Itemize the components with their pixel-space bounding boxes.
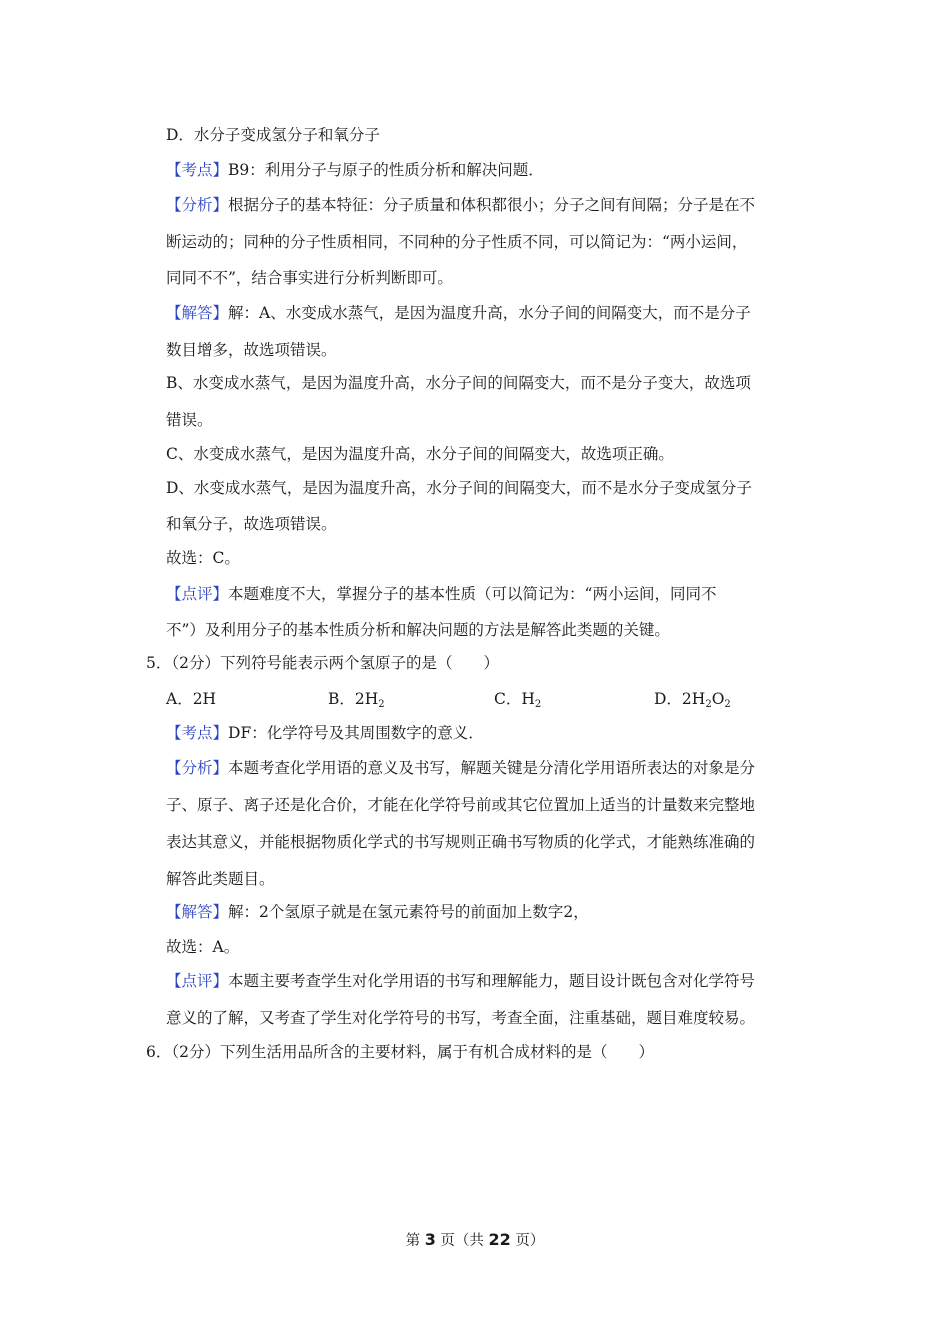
explanation-d: D、水变成水蒸气，是因为温度升高，水分子间的间隔变大，而不是水分子变成氢分子 [166, 479, 752, 497]
dianping-tag: 【点评】 [166, 585, 229, 603]
kaodian-text: DF：化学符号及其周围数字的意义． [228, 724, 484, 742]
explanation-b: 错误。 [166, 411, 213, 429]
explanation-c: C、水变成水蒸气，是因为温度升高，水分子间的间隔变大，故选项正确。 [166, 445, 674, 463]
option-b-text: B．2H [328, 690, 379, 708]
question-5-stem: 5．（2分）下列符号能表示两个氢原子的是（ ） [146, 654, 499, 672]
dianping-line: 不”）及利用分子的基本性质分析和解决问题的方法是解答此类题的关键。 [166, 621, 670, 639]
kaodian-line [166, 723, 484, 743]
kaodian-tag: 【考点】 [166, 724, 229, 742]
kaodian-text: B9：利用分子与原子的性质分析和解决问题． [228, 161, 544, 179]
fenxi-line: 表达其意义，并能根据物质化学式的书写规则正确书写物质的化学式，才能熟练准确的 [166, 833, 756, 851]
footer-total-pages: 22 [488, 1230, 511, 1249]
question-6-stem: 6．（2分）下列生活用品所含的主要材料，属于有机合成材料的是（ ） [146, 1043, 654, 1061]
fenxi-text: 根据分子的基本特征：分子质量和体积都很小；分子之间有间隔；分子是在不 [228, 196, 756, 214]
fenxi-tag: 【分析】 [166, 759, 229, 777]
option-d-subscript: 2 [724, 699, 731, 710]
dianping-line [166, 971, 755, 991]
jieda-text: 解：2个氢原子就是在氢元素符号的前面加上数字2， [228, 903, 589, 921]
jieda-line [166, 902, 589, 922]
option-c [494, 689, 541, 709]
fenxi-tag: 【分析】 [166, 196, 229, 214]
kaodian-line [166, 160, 544, 180]
option-d: D．水分子变成氢分子和氧分子 [166, 126, 380, 144]
dianping-line: 意义的了解，又考查了学生对化学符号的书写，考查全面，注重基础，题目难度较易。 [166, 1009, 756, 1027]
jieda-line [166, 303, 751, 323]
dianping-text: 本题主要考查学生对化学用语的书写和理解能力，题目设计既包含对化学符号 [228, 972, 756, 990]
option-b [328, 689, 385, 709]
footer-text: 页） [510, 1233, 545, 1249]
option-b-subscript: 2 [378, 699, 385, 710]
fenxi-line: 解答此类题目。 [166, 870, 275, 888]
jieda-tag: 【解答】 [166, 903, 229, 921]
fenxi-line [166, 758, 755, 778]
jieda-tag: 【解答】 [166, 304, 229, 322]
dianping-tag: 【点评】 [166, 972, 229, 990]
dianping-line [166, 584, 716, 604]
explanation-d: 和氧分子，故选项错误。 [166, 515, 337, 533]
fenxi-line: 断运动的；同种的分子性质相同，不同种的分子性质不同，可以简记为：“两小运间， [166, 233, 748, 251]
fenxi-line: 子、原子、离子还是化合价，才能在化学符号前或其它位置加上适当的计量数来完整地 [166, 796, 756, 814]
option-d-subscript: 2 [705, 699, 712, 710]
jieda-line: 数目增多，故选项错误。 [166, 341, 337, 359]
fenxi-line: 同同不不”，结合事实进行分析判断即可。 [166, 269, 453, 287]
footer-text: 页（共 [435, 1233, 489, 1249]
dianping-text: 本题难度不大，掌握分子的基本性质（可以简记为：“两小运间，同同不 [228, 585, 717, 603]
option-d-text: D．2H [654, 690, 706, 708]
answer-line: 故选：C。 [166, 549, 240, 567]
option-d-text: O [711, 690, 725, 708]
page-footer [0, 1230, 950, 1251]
option-c-subscript: 2 [534, 699, 542, 710]
jieda-text: 解：A、水变成水蒸气，是因为温度升高，水分子间的间隔变大，而不是分子 [228, 304, 751, 322]
footer-page-number: 3 [424, 1230, 436, 1249]
fenxi-text: 本题考查化学用语的意义及书写，解题关键是分清化学用语所表达的对象是分 [228, 759, 756, 777]
kaodian-tag: 【考点】 [166, 161, 229, 179]
answer-line: 故选：A。 [166, 938, 240, 956]
footer-text: 第 [405, 1233, 425, 1249]
explanation-b: B、水变成水蒸气，是因为温度升高，水分子间的间隔变大，而不是分子变大，故选项 [166, 374, 751, 392]
fenxi-line [166, 195, 755, 215]
option-a: A．2H [166, 690, 217, 708]
option-c-text: C．H [494, 690, 535, 708]
option-d [654, 689, 731, 709]
